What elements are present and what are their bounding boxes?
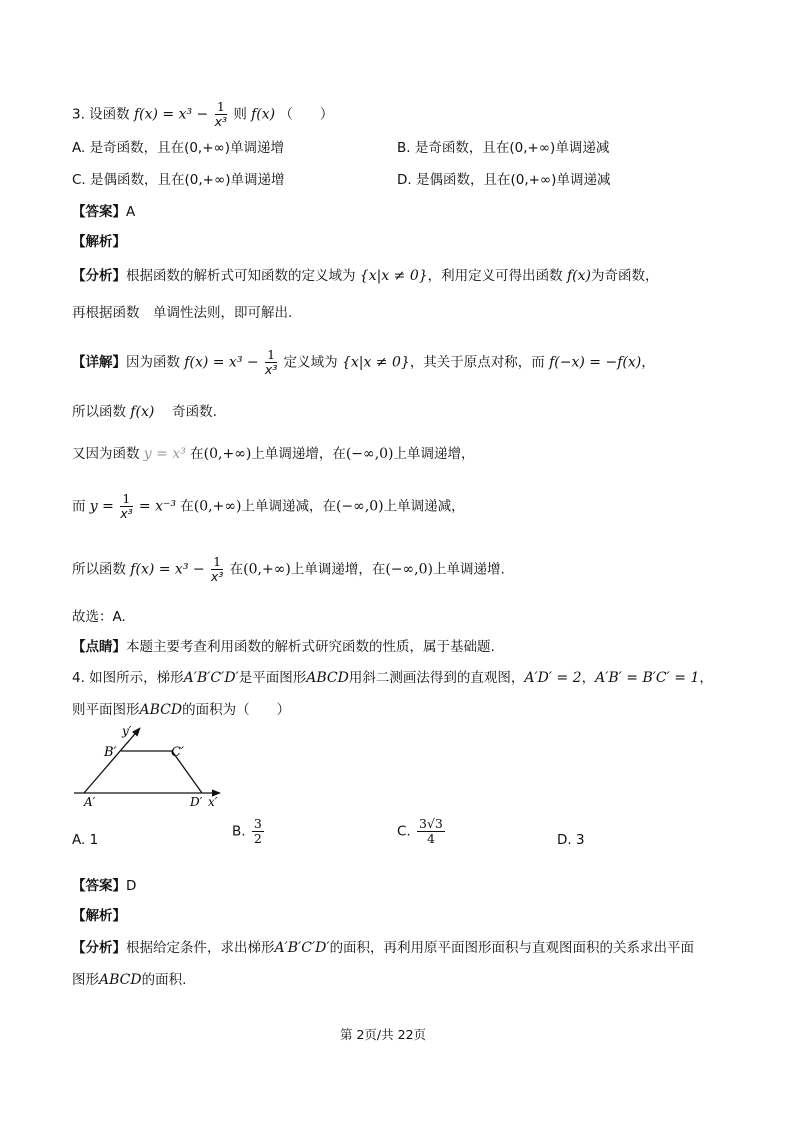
q4-analysis-2: 图形ABCD的面积. <box>72 972 187 988</box>
label-y: y′ <box>122 724 132 738</box>
label-c: C′ <box>171 745 184 760</box>
trapezoid-figure <box>70 720 230 810</box>
q3-analysis-2: 再根据函数 单调性法则，即可解出. <box>72 305 293 321</box>
q3-option-c: C. 是偶函数，且在(0,+∞)单调递增 <box>72 172 285 188</box>
y-axis <box>84 728 140 793</box>
page-footer: 第 2页/共 22页 <box>340 1027 427 1042</box>
odd-equation: f(−x) = −f(x) <box>549 354 642 371</box>
q3-option-d: D. 是偶函数，且在(0,+∞)单调递减 <box>397 172 611 188</box>
q4-option-c: C. $\frac{3√3}{4}$ <box>397 816 443 846</box>
q3-answer: 【答案】A <box>72 204 136 220</box>
q3-option-a: A. 是奇函数，且在(0,+∞)单调递增 <box>72 140 285 156</box>
q3-function: f(x) = x³ − <box>133 106 209 123</box>
label-a: A′ <box>84 795 96 809</box>
q3-so-odd: 所以函数 f(x) 奇函数. <box>72 404 217 420</box>
q3-fraction: $\frac{1}{\text{x³}}$ <box>214 99 228 129</box>
q3-option-b: B. 是奇函数，且在(0,+∞)单调递减 <box>397 140 610 156</box>
q3-jiexi: 【解析】 <box>72 234 126 250</box>
label-d: D′ <box>190 795 203 809</box>
q3-so-inc: 所以函数 f(x) = x³ − $\frac{1}{\text{x³}}$ 在(0,+∞)上单调递增，在(−∞,0)上单调递增. <box>72 554 505 584</box>
q3-detail: 【详解】因为函数 f(x) = x³ − $\frac{1}{\text{x³}}$ 定义域为 {x|x ≠ 0}，其关于原点对称，而 f(−x) = −f(x)， <box>72 347 655 377</box>
q4-option-a: A. 1 <box>72 832 99 848</box>
q4-stem-2: 则平面图形ABCD的面积为（ ） <box>72 702 291 718</box>
label-b: B′ <box>104 745 117 760</box>
q4-jiexi: 【解析】 <box>72 908 126 924</box>
q4-analysis-1: 【分析】根据给定条件，求出梯形A′B′C′D′的面积，再利用原平面图形面积与直观图面积的关系求出平面 <box>72 940 695 956</box>
q3-also: 又因为函数 y = x³ 在(0,+∞)上单调递增，在(−∞,0)上单调递增， <box>72 446 475 462</box>
q4-stem-1: 4. 如图所示，梯形A′B′C′D′是平面图形ABCD用斜二测画法得到的直观图，A′D′ = 2，A′B′ = B′C′ = 1， <box>72 670 713 686</box>
q3-stem: 3. 设函数 f(x) = x³ − $\frac{1}{\text{x³}}$ 则 f(x) （ ） <box>72 99 334 129</box>
q3-choose: 故选：A. <box>72 609 126 625</box>
q4-answer: 【答案】D <box>72 878 137 894</box>
q3-er: 而 y = $\frac{1}{\text{x³}}$ = x⁻³ 在(0,+∞)上单调递减，在(−∞,0)上单调递减， <box>72 491 465 521</box>
q4-option-d: D. 3 <box>557 832 585 848</box>
q4-option-b: B. $\frac{3}{2}$ <box>232 816 262 846</box>
label-x: x′ <box>208 795 218 809</box>
q3-point: 【点睛】本题主要考查利用函数的解析式研究函数的性质，属于基础题. <box>72 639 495 655</box>
q3-analysis: 【分析】根据函数的解析式可知函数的定义域为 {x|x ≠ 0}，利用定义可得出函数 f(x)为奇函数， <box>72 268 659 284</box>
